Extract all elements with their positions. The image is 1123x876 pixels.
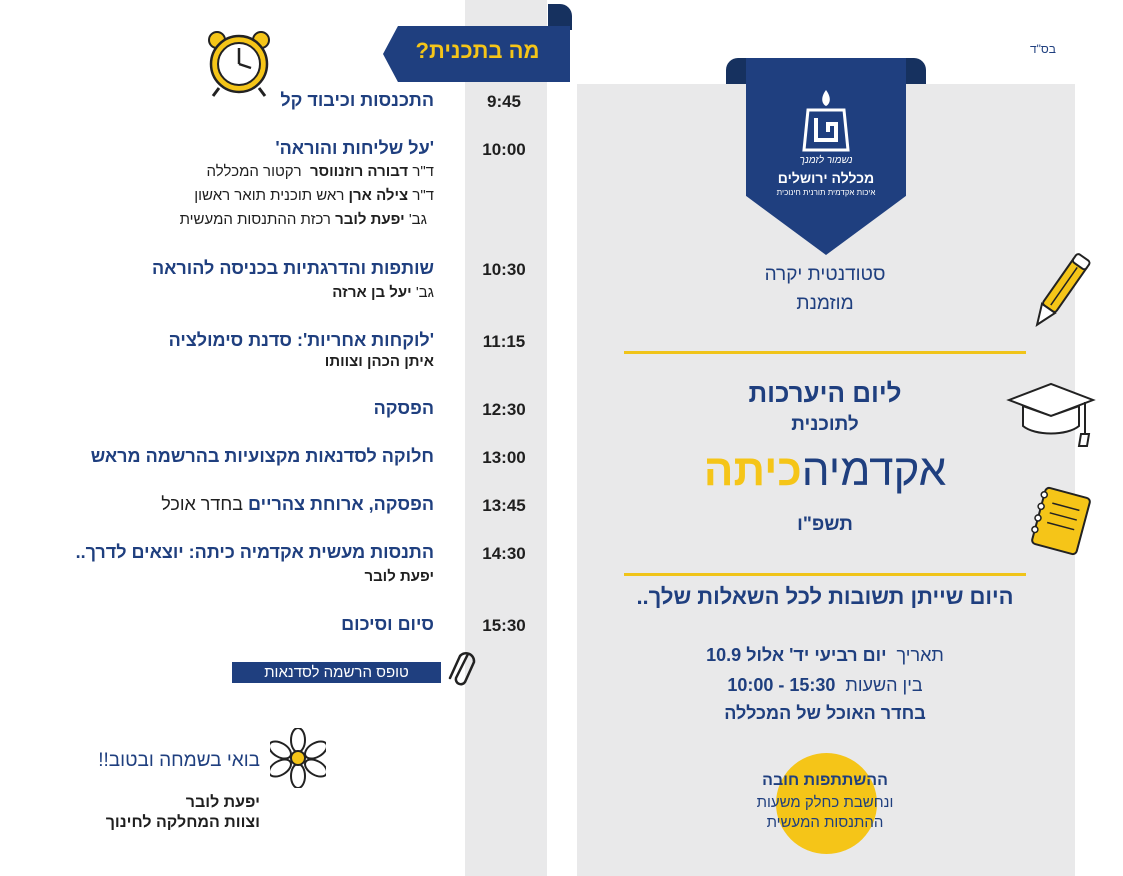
- agenda-title: שותפות והדרגתיות בכניסה להוראה: [151, 258, 434, 278]
- agenda-time: 10:00: [482, 140, 526, 159]
- agenda-speaker: גב' יפעת לובר רכזת ההתנסות המעשית: [179, 211, 427, 228]
- tagline: היום שייתן תשובות לכל השאלות שלך..: [636, 584, 1014, 609]
- agenda-title: הפסקה, ארוחת צהריים בחדר אוכל: [161, 494, 434, 514]
- college-subtitle: איכות אקדמית תורנית חינוכית: [776, 188, 876, 197]
- agenda-time: 13:45: [482, 496, 526, 515]
- agenda-speaker: איתן הכהן וצוותו: [324, 353, 434, 370]
- alarm-clock-icon: [205, 26, 275, 98]
- greeting-line-2: מוזמנת: [796, 293, 854, 314]
- event-location: בחדר האוכל של המכללה: [724, 703, 926, 723]
- registration-form-button[interactable]: טופס הרשמה לסדנאות: [232, 662, 441, 683]
- closing-signer: יפעת לובר: [185, 794, 260, 811]
- event-title: ליום היערכות: [748, 378, 902, 408]
- pencil-icon: [1024, 248, 1096, 336]
- notebook-icon: [1026, 486, 1096, 556]
- program-brand: אקדמיהכיתה: [703, 446, 947, 495]
- agenda-title: התנסות מעשית אקדמיה כיתה: יוצאים לדרך..: [75, 542, 434, 562]
- agenda-speaker: ד"ר דבורה רוזנווסר רקטור המכללה: [206, 163, 434, 180]
- agenda-title: הפסקה: [373, 398, 434, 418]
- greeting-line-1: סטודנטית יקרה: [764, 264, 886, 285]
- mandatory-title: ההשתתפות חובה: [762, 772, 888, 789]
- agenda-title: סיום וסיכום: [341, 614, 434, 634]
- agenda-speaker: גב' יעל בן ארזה: [332, 284, 434, 301]
- mandatory-line-2: ההתנסות המעשית: [766, 814, 884, 831]
- paperclip-icon: [448, 648, 478, 692]
- banner-fold-left: [726, 58, 748, 84]
- mandatory-line-1: ונחשבת כחלק משעות: [756, 794, 894, 811]
- agenda-time: 9:45: [486, 92, 522, 111]
- event-hours: בין השעות 10:00 - 15:30: [727, 675, 923, 695]
- agenda-speaker: יפעת לובר: [364, 568, 434, 585]
- closing-team: וצוות המחלקה לחינוך: [105, 814, 260, 831]
- agenda-speaker: ד"ר צילה ארן ראש תוכנית תואר ראשון: [194, 187, 434, 204]
- agenda-time: 15:30: [482, 616, 526, 635]
- college-logo-icon: [798, 88, 854, 154]
- agenda-time: 14:30: [482, 544, 526, 563]
- divider-line: [624, 573, 1026, 576]
- agenda-time-strip: [465, 0, 547, 876]
- college-name: מכללה ירושלים: [777, 170, 875, 186]
- agenda-time: 13:00: [482, 448, 526, 467]
- divider-line: [624, 351, 1026, 354]
- agenda-heading: מה בתכנית?: [415, 38, 540, 63]
- college-tag: נשמור לזמנך: [799, 155, 853, 166]
- agenda-title: 'על שליחות והוראה': [275, 138, 434, 158]
- corner-note: בס"ד: [1030, 42, 1056, 56]
- event-date: תאריך יום רביעי יד' אלול 10.9: [706, 645, 944, 665]
- event-subtitle: לתוכנית: [791, 414, 859, 435]
- flower-icon: [270, 728, 326, 788]
- agenda-title: התכנסות וכיבוד קל: [280, 90, 434, 110]
- school-year: תשפ"ו: [797, 514, 853, 535]
- agenda-time: 12:30: [482, 400, 526, 419]
- closing-greeting: בואי בשמחה ובטוב!!: [98, 750, 260, 771]
- agenda-time: 10:30: [482, 260, 526, 279]
- agenda-time: 11:15: [482, 332, 526, 351]
- agenda-title: חלוקה לסדנאות מקצועיות בהרשמה מראש: [90, 446, 434, 466]
- agenda-title: 'לוקחות אחריות': סדנת סימולציה: [168, 330, 434, 350]
- banner-fold-right: [904, 58, 926, 84]
